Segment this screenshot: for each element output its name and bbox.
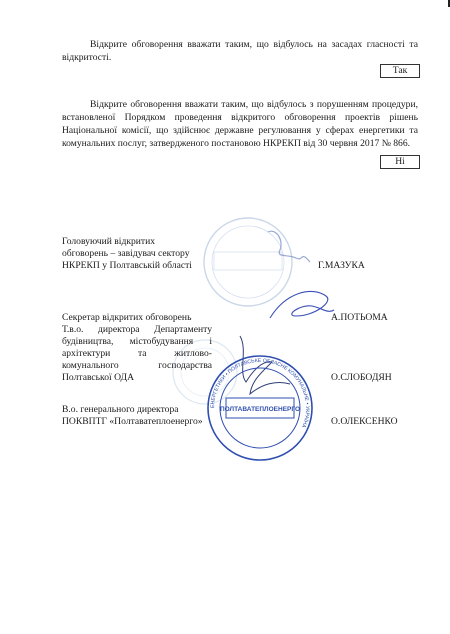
answer-no-box[interactable]: Ні <box>380 155 420 169</box>
signatory-oda <box>62 324 212 384</box>
round-stamp <box>208 356 312 460</box>
signatory-chair <box>62 236 192 272</box>
signatory-chair-line3: НКРЕКП у Полтавській області <box>62 260 192 271</box>
signatory-chair-name: Г.МАЗУКА <box>318 260 365 271</box>
answer-yes-box[interactable]: Так <box>380 64 420 78</box>
signatory-secretary <box>62 312 191 324</box>
signatory-oda-line5: Полтавської ОДА <box>62 372 135 383</box>
signatory-oda-name: О.СЛОБОДЯН <box>331 372 392 383</box>
signatory-director-name: О.ОЛЕКСЕНКО <box>331 416 398 427</box>
signatory-director <box>62 404 203 428</box>
signatory-secretary-line1: Секретар відкритих обговорень <box>62 312 192 323</box>
statement-violation: Відкрите обговорення вважати таким, що відбулось з порушенням процедури, встановленої Порядком проведення відкритого обговорення проектів рішень Національної комісії, що здійснює державне регулювання у сферах енергетики та комунальних послуг, затвердженого постановою НКРЕКП від 30 червня 2017 № 866. <box>62 99 418 149</box>
signatory-director-line2: ПОКВПТГ «Полтаватеплоенерго» <box>62 416 203 427</box>
svg-text:ПОЛТАВАТЕПЛОЕНЕРГО: ПОЛТАВАТЕПЛОЕНЕРГО <box>219 406 301 413</box>
signature-potyoma <box>270 291 334 318</box>
signatory-chair-line1: Головуючий відкритих <box>62 236 156 247</box>
signatory-director-line1: В.о. генерального директора <box>62 404 179 415</box>
signatory-oda-line2: будівництва, містобудування і <box>62 336 212 347</box>
signatory-oda-line4: комунального господарства <box>62 360 212 371</box>
faded-stamp <box>204 218 292 306</box>
statement-transparent: Відкрите обговорення вважати таким, що відбулось на засадах гласності та відкритості. <box>62 39 418 63</box>
signatory-secretary-name: А.ПОТЬОМА <box>331 312 388 323</box>
svg-text:ЕНЕРГЕТИКИ • ПОЛТАВСЬКЕ ОБЛАСН: ЕНЕРГЕТИКИ • ПОЛТАВСЬКЕ ОБЛАСНЕ КОМУНАЛЬНЕ • УКРАЇНА <box>209 357 311 429</box>
signatory-chair-line2: обговорень – завідувач сектору <box>62 248 190 259</box>
signatory-oda-line1: Т.в.о. директора Департаменту <box>62 324 212 335</box>
signatory-oda-line3: архітектури та житлово- <box>62 348 212 359</box>
